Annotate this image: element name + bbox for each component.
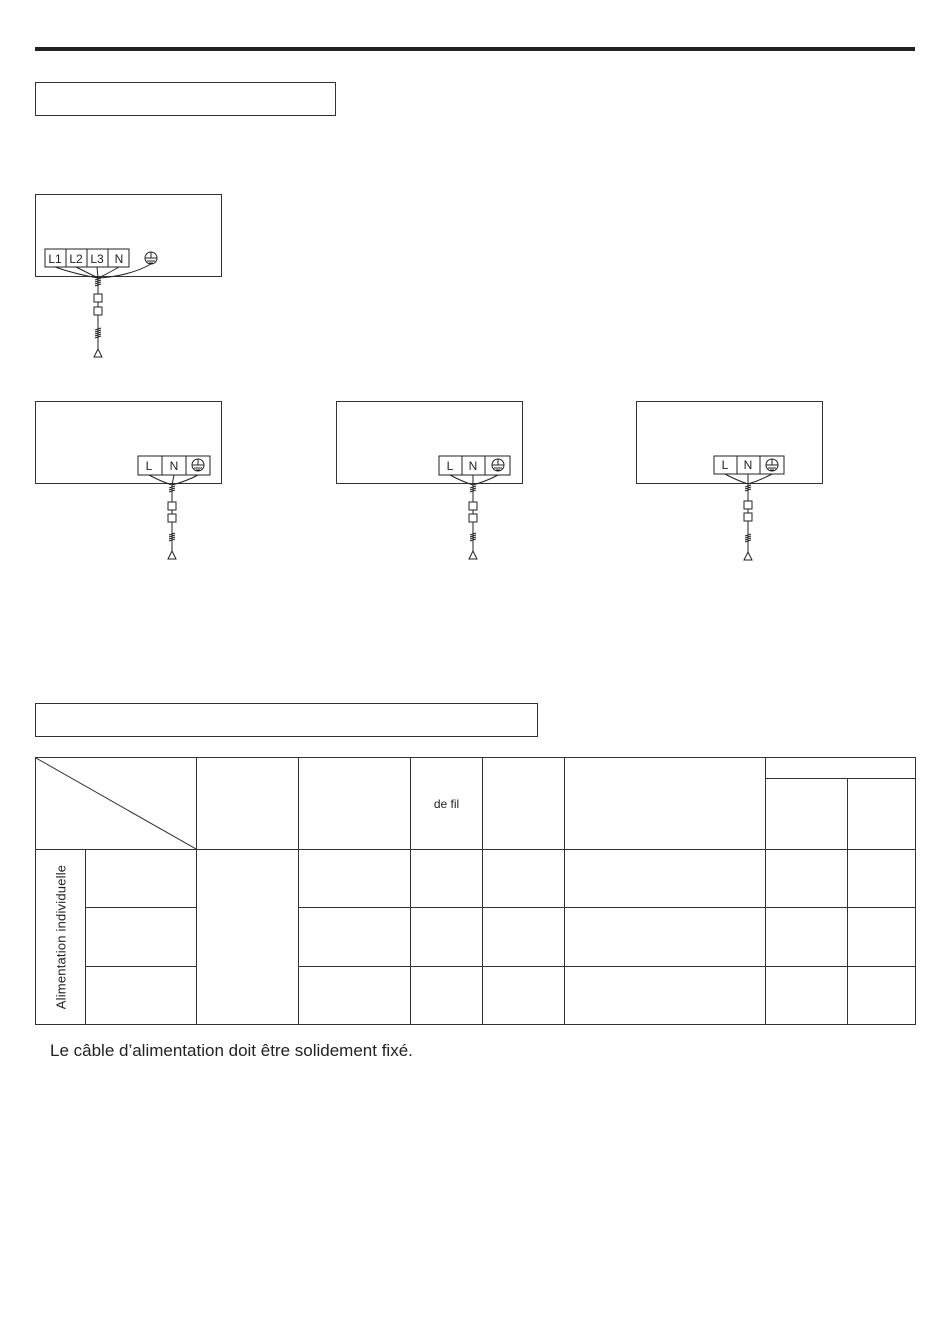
power-cable: [168, 485, 176, 559]
terminal-label-n: N: [169, 459, 179, 473]
row-group-label-cell: [36, 850, 86, 1025]
section-label-box: [35, 82, 336, 116]
terminal-label-l2: L2: [69, 252, 83, 266]
ground-symbol-icon: [766, 459, 778, 471]
table-header-group-cell: [766, 758, 916, 779]
ground-symbol-icon: [145, 252, 157, 264]
terminal-label-l3: L3: [90, 252, 104, 266]
table-cell: [299, 967, 411, 1025]
table-cell: [411, 967, 483, 1025]
table-cell: [483, 908, 565, 967]
terminal-label-n: N: [114, 252, 124, 266]
table-cell: [766, 967, 848, 1025]
table-cell: [565, 850, 766, 908]
table-cell: [483, 850, 565, 908]
power-cable: [469, 485, 477, 559]
terminal-label-l: L: [145, 459, 153, 473]
table-header-cell: [483, 758, 565, 850]
converging-leads: [450, 475, 498, 485]
ground-symbol-icon: [192, 459, 204, 471]
table-cell: [86, 967, 197, 1025]
power-cable: [94, 278, 102, 357]
table-header-cell: [565, 758, 766, 850]
table-header-subcell: [766, 779, 848, 850]
converging-leads: [149, 475, 198, 485]
table-cell: [766, 908, 848, 967]
terminal-label-n: N: [743, 458, 753, 472]
table-cell: [766, 850, 848, 908]
single-phase-wiring-diagram-3: [636, 401, 836, 566]
table-cell: [848, 850, 916, 908]
converging-leads: [725, 474, 772, 484]
cable-fixing-note: Le câble d’alimentation doit être solidement fixé.: [50, 1041, 413, 1060]
table-header-cell: [197, 758, 299, 850]
ground-symbol-icon: [492, 459, 504, 471]
terminal-label-l: L: [721, 458, 729, 472]
table-header-cell: [299, 758, 411, 850]
terminal-label-n: N: [468, 459, 478, 473]
corner-diagonal-line: [36, 758, 196, 849]
terminal-label-l: L: [446, 459, 454, 473]
table-cell: [197, 850, 299, 1025]
terminal-label-l1: L1: [48, 252, 62, 266]
three-phase-wiring-diagram: [35, 194, 235, 369]
header-rule: [35, 47, 915, 51]
table-cell: [411, 908, 483, 967]
table-cell: [848, 908, 916, 967]
table-section-label-box: [35, 703, 538, 737]
table-corner-cell: [36, 758, 197, 850]
single-phase-wiring-diagram-2: [336, 401, 536, 566]
converging-leads: [55, 264, 151, 278]
table-cell: [565, 967, 766, 1025]
wiring-spec-table: [35, 757, 916, 1025]
table-cell: [565, 908, 766, 967]
power-cable: [744, 484, 752, 560]
table-header-wire: [411, 758, 483, 850]
table-cell: [86, 908, 197, 967]
table-cell: [299, 850, 411, 908]
row-group-label: Alimentation individuelle: [53, 864, 68, 1010]
table-cell: [848, 967, 916, 1025]
table-cell: [299, 908, 411, 967]
header-wire-label: de fil: [433, 796, 460, 811]
table-cell: [411, 850, 483, 908]
table-header-subcell: [848, 779, 916, 850]
table-cell: [483, 967, 565, 1025]
single-phase-wiring-diagram-1: [35, 401, 235, 566]
table-cell: [86, 850, 197, 908]
